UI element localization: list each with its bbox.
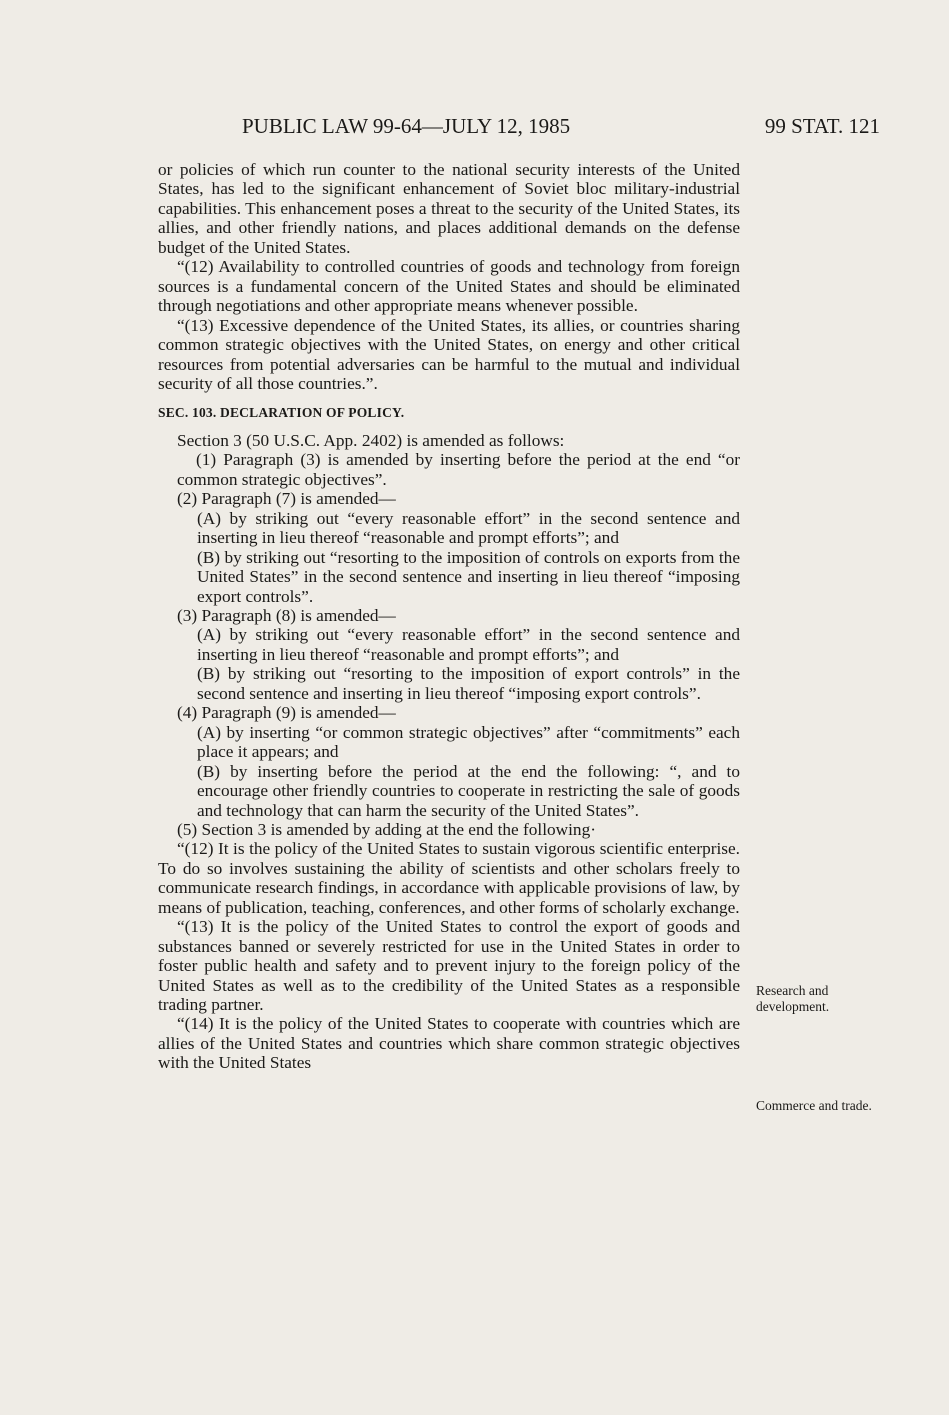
margin-note-commerce: Commerce and trade. (756, 1098, 872, 1113)
amendment-1: (1) Paragraph (3) is amended by inserting before the period at the end “or common strategic objectives”. (177, 450, 740, 489)
section-intro: Section 3 (50 U.S.C. App. 2402) is amended as follows: (177, 430, 565, 450)
policy-12: “(12) It is the policy of the United States to sustain vigorous scientific enterprise. To do so involves sustaining the ability of scientists and other scholars freely to communicate research findings, in accordance with applicable provisions of law, by means of publication, teaching, conferences, and other forms of scholarly exchange. (158, 839, 740, 917)
paragraph-13: “(13) Excessive dependence of the United States, its allies, or countries sharing common strategic objectives with the United States, on energy and other critical resources from potential adversaries can be harmful to the mutual and individual security of all those countries.”. (158, 315, 740, 393)
margin-note-research: Research and development. (756, 983, 830, 1014)
paragraph-continuation: or policies of which run counter to the national security interests of the United States, has led to the significant enhancement of Soviet bloc military-industrial capabilities. This enhancement poses a threat to the security of the United States, its allies, and other friendly nations, and places additional demands on the defense budget of the United States. (158, 160, 740, 257)
amendment-5: (5) Section 3 is amended by adding at the end the following· (177, 819, 596, 839)
running-title: PUBLIC LAW 99-64—JULY 12, 1985 (242, 114, 571, 138)
amendment-4b: (B) by inserting before the period at the end the following: “, and to encourage other friendly countries to cooperate in restricting the sale of goods and technology that can harm the security of the United States”. (197, 761, 740, 820)
statute-page-number: 99 STAT. 121 (764, 114, 880, 138)
policy-13: “(13) It is the policy of the United States to control the export of goods and substances banned or severely restricted for use in the United States in order to foster public health and safety and to prevent injury to the foreign policy of the United States as well as to the credibility of the United States as a responsible trading partner. (158, 917, 740, 1015)
amendment-3: (3) Paragraph (8) is amended— (177, 605, 396, 625)
amendment-2a: (A) by striking out “every reasonable effort” in the second sentence and inserting in lieu thereof “reasonable and prompt efforts”; and (197, 508, 740, 548)
amendment-4a: (A) by inserting “or common strategic objectives” after “commitments” each place it appears; and (197, 722, 740, 762)
amendment-3a: (A) by striking out “every reasonable effort” in the second sentence and inserting in lieu thereof “reasonable and prompt efforts”; and (197, 625, 740, 664)
amendment-2: (2) Paragraph (7) is amended— (177, 489, 396, 509)
policy-14: “(14) It is the policy of the United States to cooperate with countries which are allies of the United States and countries which share common strategic objectives with the United States (158, 1014, 740, 1073)
page-header (158, 114, 880, 144)
amendment-3b: (B) by striking out “resorting to the imposition of export controls” in the second sentence and inserting in lieu thereof “imposing export controls”. (197, 664, 740, 703)
paragraph-12: “(12) Availability to controlled countries of goods and technology from foreign sources is a fundamental concern of the United States and should be eliminated through negotiations and other appropriate means whenever possible. (158, 257, 740, 316)
amendment-4: (4) Paragraph (9) is amended— (177, 703, 396, 723)
amendment-2b: (B) by striking out “resorting to the imposition of controls on exports from the United States” in the second sentence and inserting in lieu thereof “imposing export controls”. (197, 547, 740, 606)
body-text (158, 160, 740, 1073)
section-heading: SEC. 103. DECLARATION OF POLICY. (158, 405, 405, 421)
